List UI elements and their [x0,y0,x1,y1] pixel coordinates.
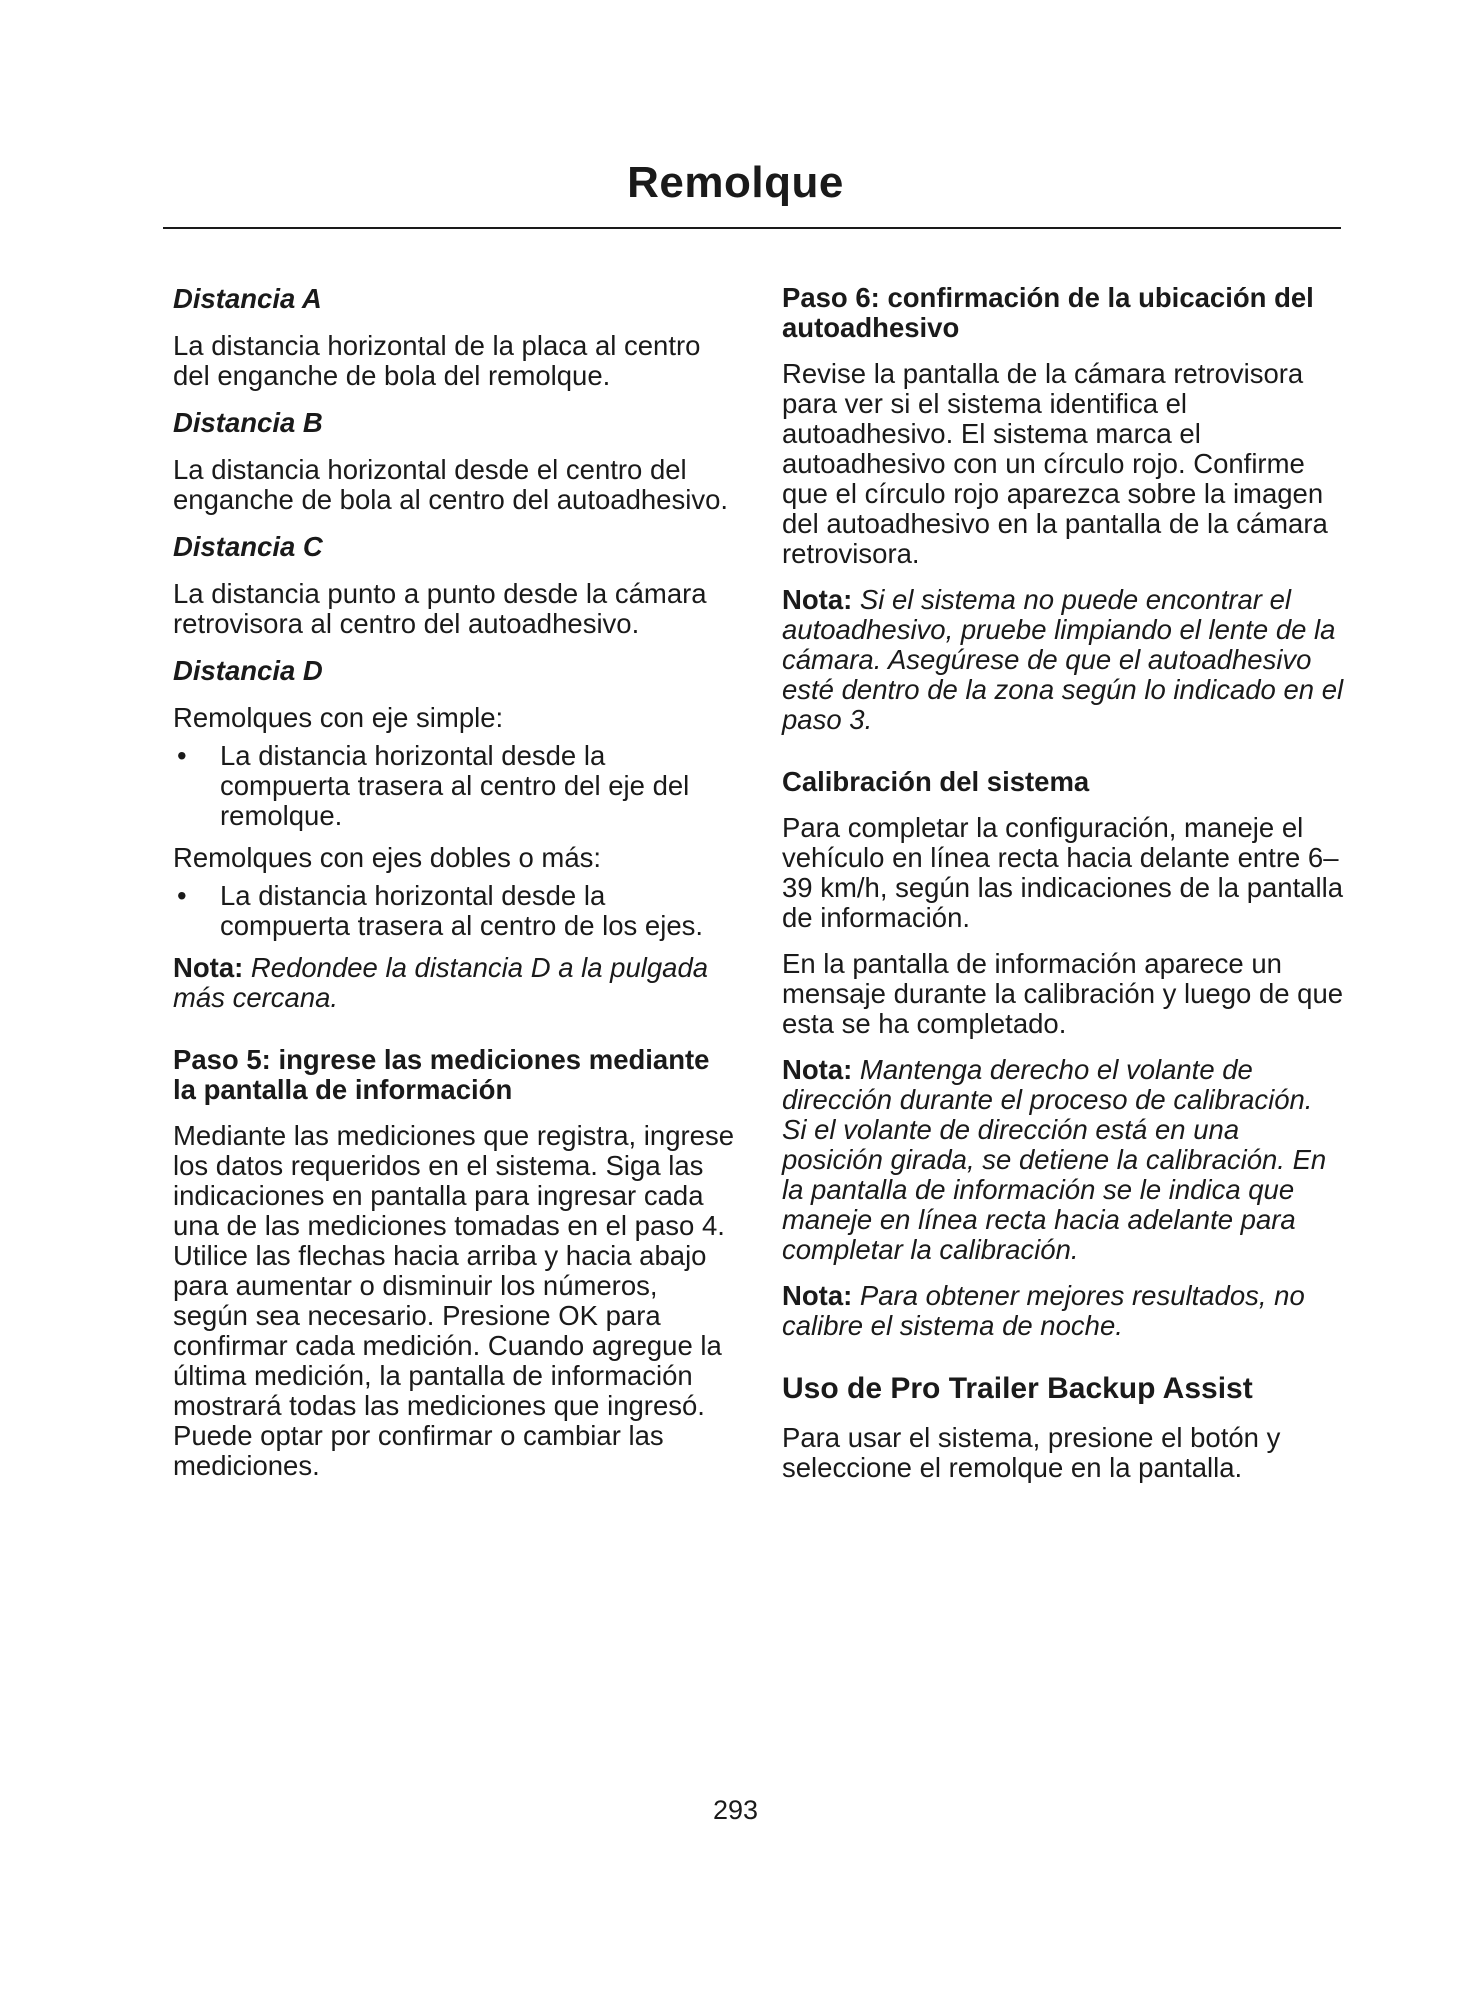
bullet-icon: • [177,740,187,771]
calibration-note-2 [782,1281,1344,1341]
usage-heading: Uso de Pro Trailer Backup Assist [782,1372,1253,1405]
calibration-note-1 [782,1055,1344,1265]
distance-b-text: La distancia horizontal desde el centro del enganche de bola al centro del autoadhesivo. [173,454,729,515]
step6-heading: Paso 6: confirmación de la ubicación del autoadhesivo [782,282,1314,343]
calibration-text-1: Para completar la configuración, maneje el vehículo en línea recta hacia delante entre 6–39 km/h, según las indicaciones de la pantalla de información. [782,812,1344,933]
note-text: Si el sistema no puede encontrar el autoadhesivo, pruebe limpiando el lente de la cámara. Asegúrese de que el autoadhesivo esté dentro de la zona según lo indicado en el paso 3. [782,584,1344,735]
distance-c-heading: Distancia C [173,531,323,562]
note-label: Nota: [173,952,244,983]
note-label: Nota: [782,584,853,615]
distance-b-heading: Distancia B [173,407,323,438]
note-text: Redondee la distancia D a la pulgada más cercana. [173,952,709,1013]
right-column [782,283,1344,1499]
step5-heading: Paso 5: ingrese las mediciones mediante la pantalla de información [173,1044,710,1105]
list-item [173,881,738,941]
usage-text: Para usar el sistema, presione el botón y seleccione el remolque en la pantalla. [782,1422,1281,1483]
step6-text: Revise la pantalla de la cámara retrovisora para ver si el sistema identifica el autoadhesivo. El sistema marca el autoadhesivo con un círculo rojo. Confirme que el círculo rojo aparezca sobre la imagen del autoadhesivo en la pantalla de la cámara retrovisora. [782,358,1328,569]
page-title: Remolque [627,158,844,207]
distance-d-heading: Distancia D [173,655,323,686]
distance-d-note [173,953,738,1013]
page-number: 293 [712,1795,759,1825]
single-axle-label: Remolques con eje simple: [173,702,504,733]
note-text: Para obtener mejores resultados, no calibre el sistema de noche. [782,1280,1305,1341]
distance-a-text: La distancia horizontal de la placa al centro del enganche de bola del remolque. [173,330,701,391]
step5-text: Mediante las mediciones que registra, ingrese los datos requeridos en el sistema. Siga las indicaciones en pantalla para ingresar cada una de las mediciones tomadas en el paso 4. Utilice las flechas hacia arriba y hacia abajo para aumentar o disminuir los números, según sea necesario. Presione OK para confirmar cada medición. Cuando agregue la última medición, la pantalla de información mostrará todas las mediciones que ingresó. Puede optar por confirmar o cambiar las mediciones. [173,1120,734,1481]
left-column [173,283,738,1497]
step6-note [782,585,1344,735]
distance-c-text: La distancia punto a punto desde la cámara retrovisora al centro del autoadhesivo. [173,578,707,639]
note-text: Mantenga derecho el volante de dirección durante el proceso de calibración. Si el volante de dirección está en una posición girada, se detiene la calibración. En la pantalla de información se le indica que maneje en línea recta hacia adelante para completar la calibración. [782,1054,1327,1265]
note-label: Nota: [782,1054,853,1085]
title-divider [163,227,1341,229]
calibration-heading: Calibración del sistema [782,766,1090,797]
multi-axle-label: Remolques con ejes dobles o más: [173,842,602,873]
note-label: Nota: [782,1280,853,1311]
calibration-text-2: En la pantalla de información aparece un mensaje durante la calibración y luego de que esta se ha completado. [782,948,1344,1039]
distance-a-heading: Distancia A [173,283,322,314]
list-item [173,741,738,831]
bullet-icon: • [177,880,187,911]
multi-axle-bullet: La distancia horizontal desde la compuerta trasera al centro de los ejes. [220,880,704,941]
single-axle-bullet: La distancia horizontal desde la compuerta trasera al centro del eje del remolque. [220,740,690,831]
